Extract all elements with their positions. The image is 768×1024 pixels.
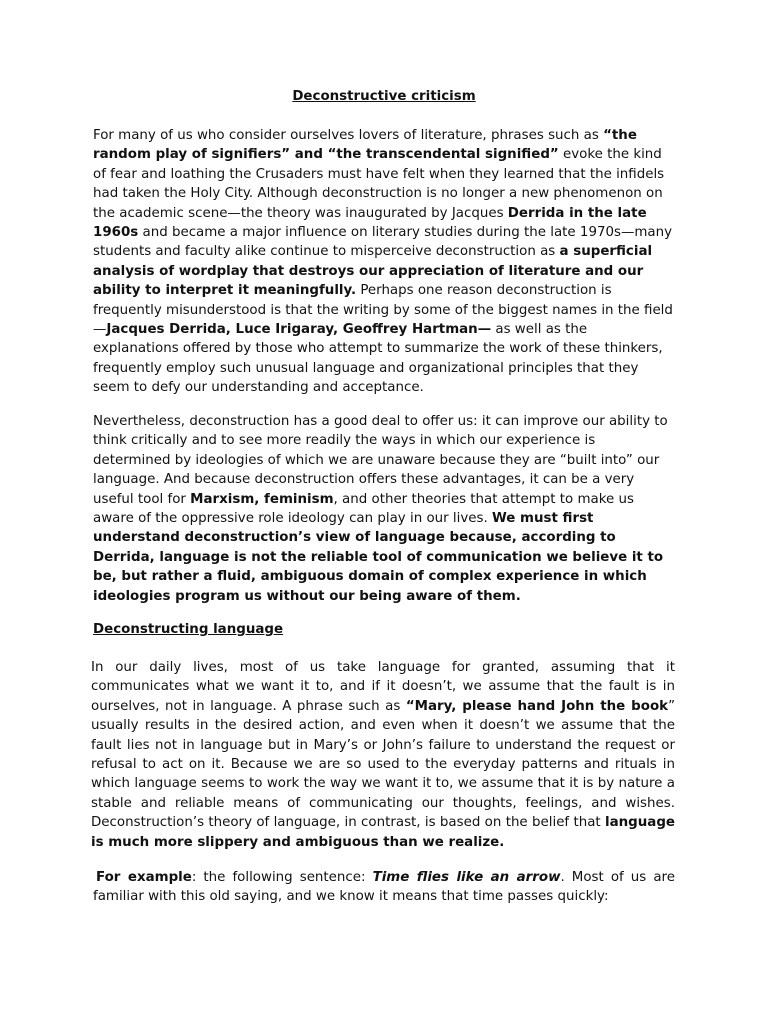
text-run: Perhaps one reason deconstruction is frequently misunderstood is that the writing by some of the biggest names in the field— [93,283,673,338]
document-title: Deconstructive criticism [292,89,476,104]
paragraph-nevertheless [93,412,675,606]
text-run: as well as the explanations offered by those who attempt to summarize the work of these thinkers, frequently employ such unusual language and organizational principles that they seem to defy our understanding and acceptance. [93,322,663,396]
text-run: evoke the kind of fear and loathing the Crusaders must have felt when they learned that the infidels had taken the Holy City. Although deconstruction is no longer a new phenomenon on the academic scene—the theory was inaugurated by Jacques [93,147,665,221]
bold-phrase: Derrida in the late 1960s [93,205,647,241]
bold-phrase: We must first understand deconstruction’s view of language because, according to Derrida, language is not the reliable tool of communication we believe it to be, but rather a fluid, ambiguous domain of complex experience in which ideologies program us without our being aware of them. [93,511,664,604]
paragraph-example [93,868,675,907]
bold-phrase: Marxism, feminism [190,491,334,507]
paragraph-daily-lives [91,658,675,852]
bold-phrase: a superficial analysis of wordplay that destroys our appreciation of literature and our ability to interpret it meaningfully. [93,244,653,299]
text-run: : the following sentence: [191,870,373,885]
text-run: ” usually results in the desired action, and even when it doesn’t we assume that the fault lies not in language but in Mary’s or John’s failure to understand the request or refusal to act on it. Because we are so used to the everyday patterns and rituals in which language seems to work the way we want it to, we assume that it is by nature a stable and reliable means of communicating our thoughts, feelings, and wishes. Deconstruction’s theory of language, in contrast, is based on the belief that [91,698,675,831]
text-run: and became a major influence on literary studies during the late 1970s—many students and faculty alike continue to misperceive deconstruction as [93,225,673,260]
bold-phrase: language is much more slippery and ambiguous than we realize. [91,815,675,850]
text-run: , and other theories that attempt to make us aware of the oppressive role ideology can play in our lives. [93,491,634,527]
bold-phrase: For example [96,870,192,885]
example-sentence: Time flies like an arrow [372,870,561,885]
paragraph-intro [93,126,675,398]
bold-phrase: “Mary, please hand John the book [405,698,669,714]
text-run: For many of us who consider ourselves lovers of literature, phrases such as [93,128,604,143]
bold-phrase: “the random play of signifiers” and “the transcendental signified” [93,128,637,163]
text-run: In our daily lives, most of us take language for granted, assuming that it communicates what we want it to, and if it doesn’t, we assume that the fault is in ourselves, not in language. A phrase such as [91,660,675,714]
bold-phrase: Jacques Derrida, Luce Irigaray, Geoffrey Hartman— [106,322,492,338]
section-heading: Deconstructing language [93,622,284,637]
text-run: Nevertheless, deconstruction has a good deal to offer us: it can improve our ability to think critically and to see more readily the ways in which our experience is determined by ideologies of which we are unaware because they are “built into” our language. And because deconstruction offers these advantages, it can be a very useful tool for [93,414,668,507]
text-run: . Most of us are familiar with this old saying, and we know it means that time passes quickly: [93,870,675,905]
